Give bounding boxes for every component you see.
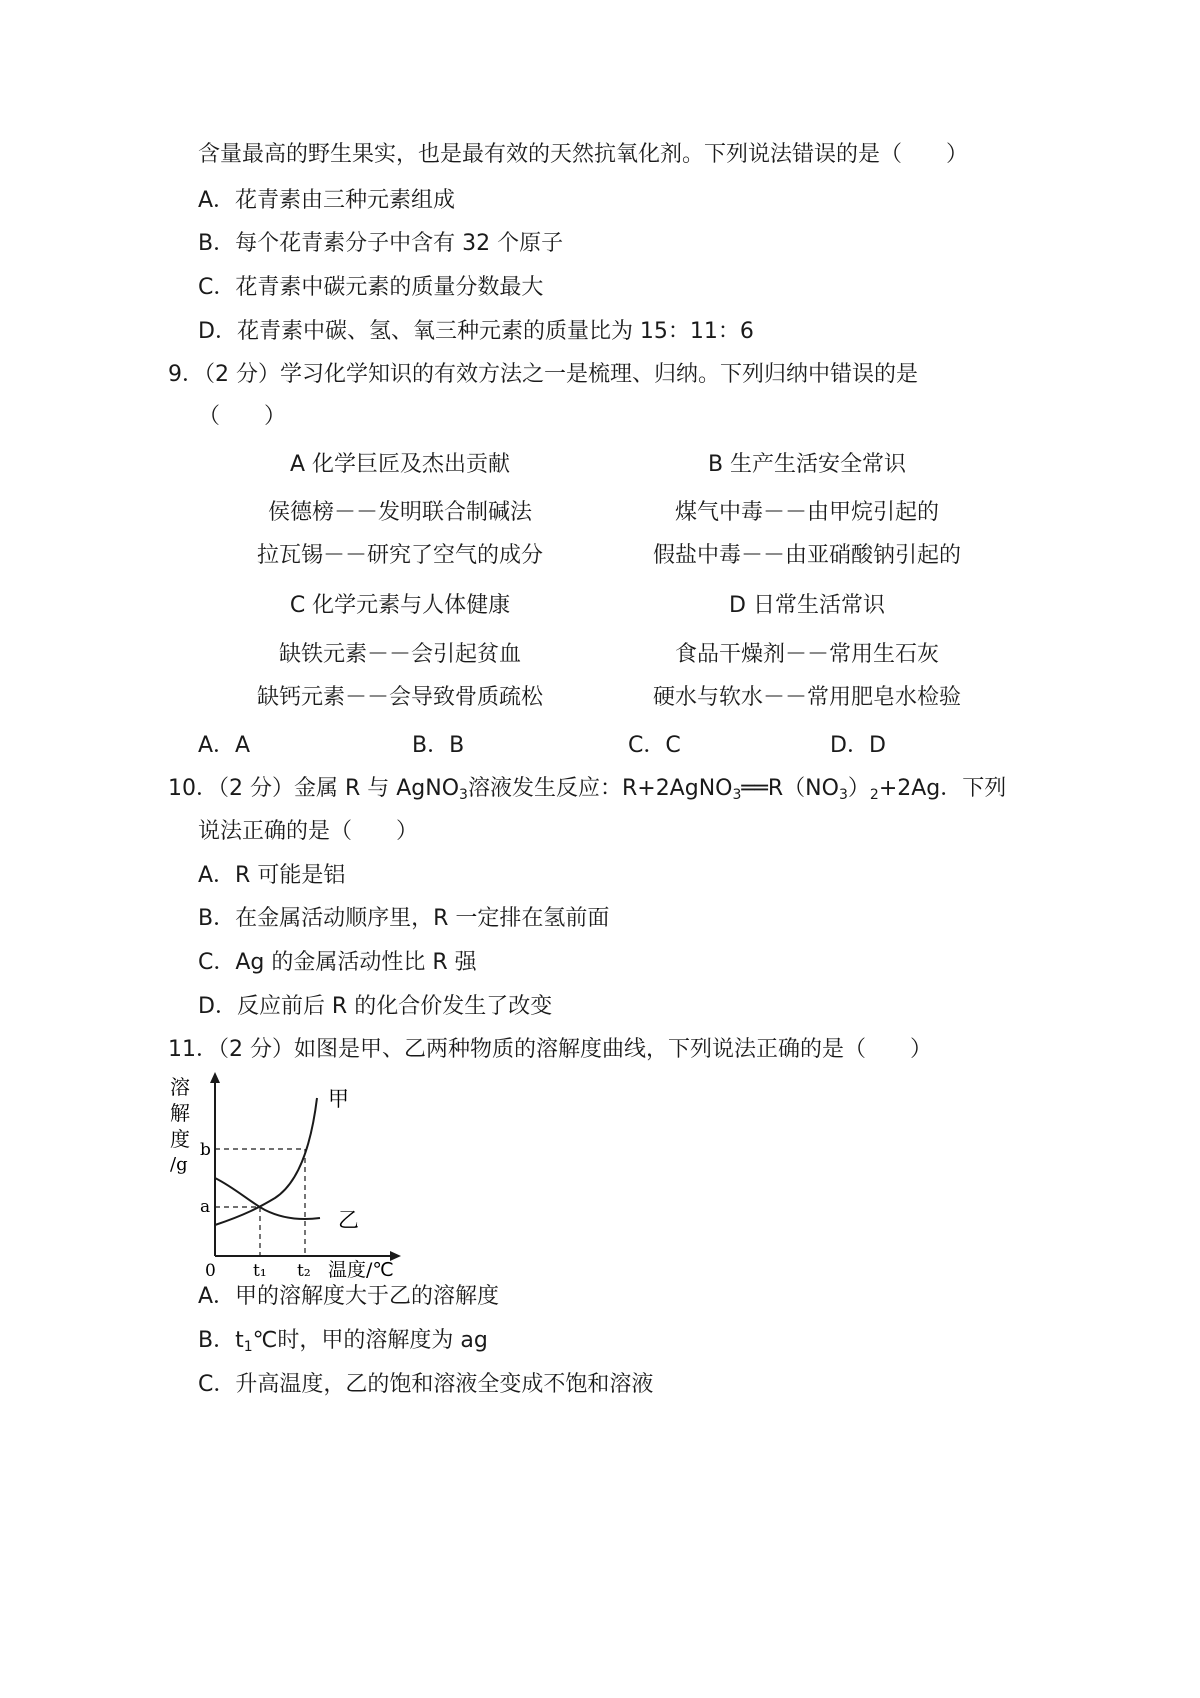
tick-t2: t₂ (297, 1261, 311, 1280)
y-label-4: /g (170, 1154, 188, 1175)
q8-option-c: C．花青素中碳元素的质量分数最大 (198, 275, 544, 300)
q10-option-c: C．Ag 的金属活动性比 R 强 (198, 950, 477, 975)
y-axis-arrow (210, 1072, 220, 1083)
q10-stem: 10．（2 分）金属 R 与 AgNO$_3$溶液发生反应：$R+2AgNO_3══R(NO_3)_2+2Ag$．下列 (168, 776, 1007, 803)
q10-option-b: B．在金属活动顺序里，R 一定排在氢前面 (198, 906, 610, 931)
tick-b: b (200, 1140, 211, 1160)
y-label-2: 解 (170, 1101, 190, 1125)
q9-table-c-row2: 缺钙元素－－会导致骨质疏松 (256, 685, 543, 710)
y-label-3: 度 (170, 1127, 190, 1151)
q8-option-d: D．花青素中碳、氢、氧三种元素的质量比为 15：11：6 (198, 319, 754, 344)
q9-table-a-row2: 拉瓦锡－－研究了空气的成分 (256, 543, 543, 568)
q9-option-c: C．C (628, 733, 681, 758)
q11-stem: 11．（2 分）如图是甲、乙两种物质的溶解度曲线，下列说法正确的是（ ） (168, 1037, 932, 1062)
q9-table-b-row2: 假盐中毒－－由亚硝酸钠引起的 (652, 543, 961, 568)
curve-jia (215, 1098, 317, 1225)
q9-stem: 9．（2 分）学习化学知识的有效方法之一是梳理、归纳。下列归纳中错误的是 (168, 362, 918, 387)
q10-option-d: D．反应前后 R 的化合价发生了改变 (198, 994, 553, 1019)
q9-table-d-title: D 日常生活常识 (729, 593, 885, 618)
q10-stem-line2: 说法正确的是（ ） (198, 819, 419, 844)
q8-stem-continuation: 含量最高的野生果实，也是最有效的天然抗氧化剂。下列说法错误的是（ ） (198, 142, 969, 167)
q9-option-d: D．D (830, 733, 886, 758)
q9-stem-paren: （ ） (198, 404, 287, 429)
q9-table-b-row1: 煤气中毒－－由甲烷引起的 (674, 500, 939, 525)
q9-table-b-title: B 生产生活安全常识 (707, 452, 907, 477)
x-label: 温度/℃ (328, 1259, 394, 1280)
y-label-1: 溶 (170, 1075, 190, 1099)
label-yi: 乙 (338, 1208, 359, 1232)
tick-t1: t₁ (253, 1261, 267, 1280)
q9-table-d-row1: 食品干燥剂－－常用生石灰 (674, 642, 939, 667)
q9-table-a-title: A 化学巨匠及杰出贡献 (289, 452, 511, 477)
q10-option-a: A．R 可能是铝 (198, 863, 346, 888)
q8-option-b: B．每个花青素分子中含有 32 个原子 (198, 231, 564, 256)
curve-yi (215, 1178, 320, 1219)
label-jia: 甲 (328, 1087, 349, 1111)
q9-option-b: B．B (412, 733, 465, 758)
q9-table-a-row1: 侯德榜－－发明联合制碱法 (267, 500, 532, 525)
solubility-graph (165, 1070, 415, 1280)
q11-option-c: C．升高温度，乙的饱和溶液全变成不饱和溶液 (198, 1372, 654, 1397)
tick-a: a (200, 1197, 211, 1217)
q11-option-b: B．$t_1℃$时，甲的溶解度为 ag (198, 1328, 488, 1355)
tick-origin: 0 (205, 1261, 216, 1280)
q8-option-a: A．花青素由三种元素组成 (198, 188, 456, 213)
q9-table-d-row2: 硬水与软水－－常用肥皂水检验 (652, 685, 961, 710)
q11-option-a: A．甲的溶解度大于乙的溶解度 (198, 1284, 500, 1309)
q9-table-c-title: C 化学元素与人体健康 (289, 593, 511, 618)
q9-table-c-row1: 缺铁元素－－会引起贫血 (278, 642, 521, 667)
q9-option-a: A．A (198, 733, 251, 758)
